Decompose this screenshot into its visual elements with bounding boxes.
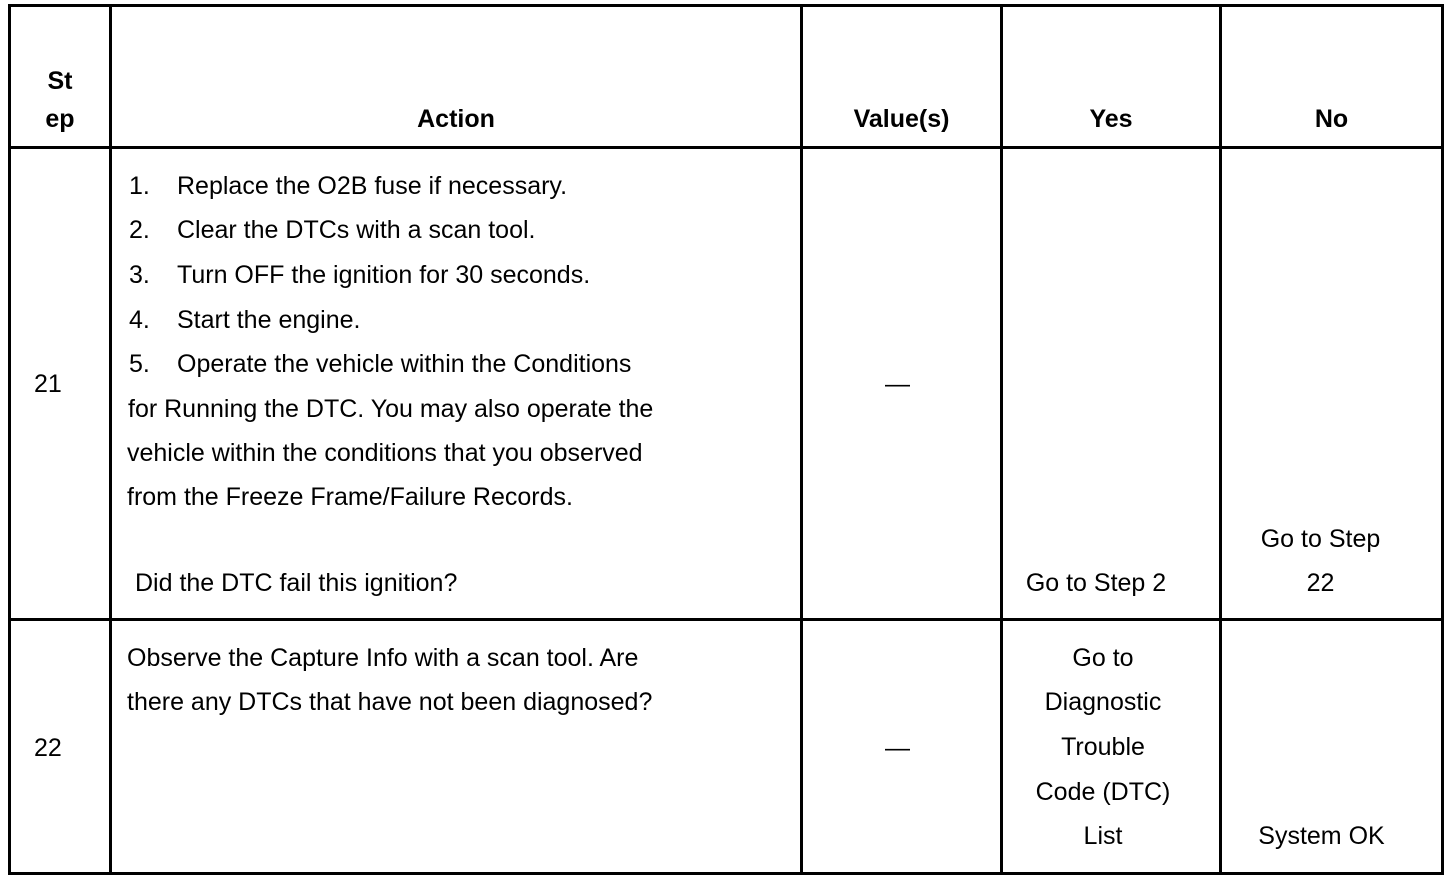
table-border-top [8, 4, 1444, 7]
column-divider-yes [1219, 4, 1222, 875]
row-21-step: 21 [34, 370, 62, 398]
row-21-continuation-line: vehicle within the conditions that you observed [127, 439, 643, 467]
row-22-action-line: there any DTCs that have not been diagnosed? [127, 688, 653, 716]
row-22-no: System OK [1258, 822, 1385, 850]
row-21-list-item [129, 171, 567, 201]
list-item-number: 5. [129, 350, 150, 378]
row-21-list-item [129, 305, 360, 335]
row-21-list-item [129, 215, 535, 245]
row-21-continuation-line: from the Freeze Frame/Failure Records. [127, 483, 573, 511]
table-border-right [1441, 4, 1444, 875]
row-21-no-line2: 22 [1306, 569, 1335, 597]
row-21-value: — [885, 370, 910, 398]
row-22-action-line: Observe the Capture Info with a scan tool. Are [127, 644, 639, 672]
row-22-yes-line: List [1083, 822, 1123, 850]
row-22-value: — [885, 734, 910, 762]
row-21-list-item [129, 260, 590, 290]
table-border-left [8, 4, 11, 875]
row-divider [8, 618, 1444, 621]
list-item-number: 2. [129, 216, 150, 244]
row-21-yes: Go to Step 2 [1025, 569, 1167, 597]
header-yes: Yes [1089, 105, 1133, 133]
header-step-line2: ep [45, 105, 75, 133]
row-22-yes-line: Diagnostic [1044, 688, 1162, 716]
row-22-yes-line: Trouble [1061, 733, 1145, 761]
list-item-text: Start the engine. [177, 306, 361, 334]
row-21-question: Did the DTC fail this ignition? [135, 569, 458, 597]
row-21-no-line1: Go to Step [1260, 525, 1381, 553]
row-22-yes-line: Code (DTC) [1035, 778, 1171, 806]
header-action: Action [417, 105, 495, 133]
list-item-number: 1. [129, 172, 150, 200]
header-values: Value(s) [853, 105, 950, 133]
header-step-line1: St [47, 67, 73, 95]
row-21-continuation-line: for Running the DTC. You may also operate the [128, 395, 654, 423]
list-item-text: Clear the DTCs with a scan tool. [177, 216, 536, 244]
row-22-step: 22 [34, 734, 62, 762]
column-divider-step [109, 4, 112, 875]
list-item-number: 4. [129, 306, 150, 334]
row-21-list-item [129, 349, 631, 379]
list-item-text: Replace the O2B fuse if necessary. [177, 172, 568, 200]
header-no: No [1314, 105, 1349, 133]
list-item-number: 3. [129, 261, 150, 289]
list-item-text: Turn OFF the ignition for 30 seconds. [177, 261, 591, 289]
table-border-bottom [8, 872, 1444, 875]
header-divider [8, 146, 1444, 149]
list-item-text: Operate the vehicle within the Conditions [177, 350, 632, 378]
row-22-yes-line: Go to [1072, 644, 1134, 672]
